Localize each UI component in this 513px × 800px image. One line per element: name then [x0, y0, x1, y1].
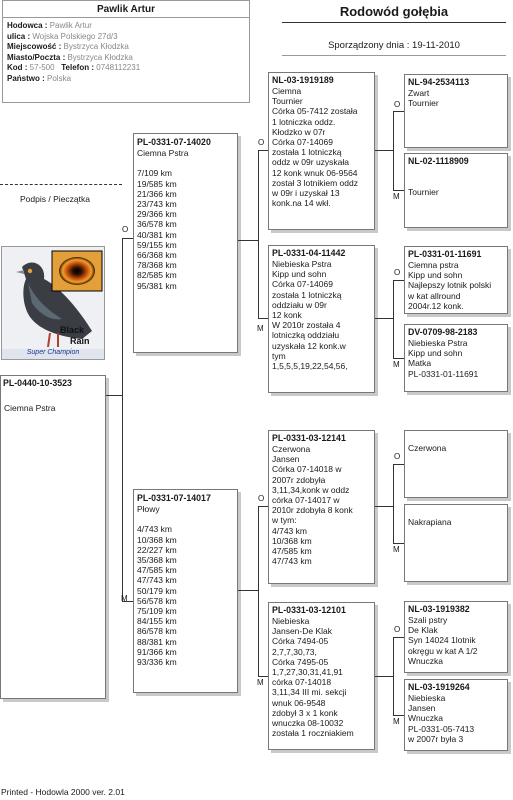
- ggp-fff-box: [404, 74, 508, 148]
- connector: [393, 637, 404, 638]
- photo-caption-2: Rain: [70, 336, 90, 346]
- mother-details: Płowy 4/743 km 10/368 km 22/227 km 35/368 km 47/585 km 47/743 km 50/179 km 56/578 km 75/109 km 84/155 km 86/578 km 88/381 km 91/366 km 93/336 km: [137, 504, 177, 668]
- owner-name: Pawlik Artur: [97, 4, 155, 15]
- father-ring: PL-0331-07-14020: [137, 137, 211, 147]
- connector: [393, 280, 404, 281]
- ggp-mfm-box: [404, 504, 508, 582]
- ggp-mff-box: [404, 430, 508, 498]
- prepared-date: Sporządzony dnia : 19-11-2010: [328, 40, 460, 51]
- sex-marker-male: O: [258, 494, 265, 503]
- sex-marker-female: M: [257, 324, 264, 333]
- ggp-mmm-ring: NL-03-1919264: [408, 682, 470, 692]
- photo-badge: Super Champion: [26, 349, 80, 356]
- owner-row-city: Miasto/Poczta : Bystrzyca Kłodzka: [7, 52, 133, 62]
- connector: [258, 318, 268, 319]
- connector: [122, 238, 133, 239]
- ggp-mmf-details: Szali pstry De Klak Syn 14024 1lotnik okręgu w kat A 1/2 Wnuczka: [408, 615, 478, 666]
- connector: [393, 464, 394, 543]
- connector: [258, 150, 259, 318]
- ggp-fmm-box: [404, 324, 508, 392]
- owner-row-town: Miejscowość : Bystrzyca Kłodzka: [7, 42, 129, 51]
- title-underline: [282, 22, 506, 23]
- sex-marker-female: M: [393, 545, 400, 554]
- grandsire-ff-ring: NL-03-1919189: [272, 75, 334, 85]
- sex-marker-female: M: [257, 678, 264, 687]
- ggp-ffm-ring: NL-02-1118909: [408, 156, 469, 166]
- connector: [393, 358, 404, 359]
- connector: [393, 543, 404, 544]
- ggp-mff-details: Czerwona: [408, 443, 447, 454]
- grandsire-ff-box: [268, 72, 375, 230]
- ggp-mmf-ring: NL-03-1919382: [408, 604, 470, 614]
- grandsire-mf-details: Czerwona Jansen Córka 07-14018 w 2007r zdobyła 3,11,34,konk w oddz córka 07-14017 w 2010r zdobyła 8 konk w tym: 4/743 km 10/368 km 47/585 km 47/743 km: [272, 444, 353, 567]
- father-box: [133, 133, 238, 353]
- ggp-mmm-details: Niebieska Jansen Wnuczka PL-0331-05-7413 w 2007r była 3: [408, 693, 475, 744]
- ggp-fmm-details: Niebieska Pstra Kipp und sohn Matka PL-0331-01-11691: [408, 338, 479, 379]
- connector: [258, 506, 259, 676]
- sex-marker-male: O: [122, 225, 129, 234]
- ggp-ffm-box: [404, 153, 508, 228]
- grandsire-mf-ring: PL-0331-03-12141: [272, 433, 346, 443]
- ggp-fff-details: Zwart Tournier: [408, 88, 439, 109]
- photo-caption-1: Black: [60, 325, 85, 335]
- connector: [393, 464, 404, 465]
- connector: [238, 590, 258, 591]
- sex-marker-female: M: [121, 594, 128, 603]
- connector: [393, 111, 404, 112]
- connector: [375, 318, 393, 319]
- owner-box: [2, 0, 250, 103]
- connector: [122, 238, 123, 602]
- connector: [393, 111, 394, 191]
- ggp-fff-ring: NL-94-2534113: [408, 77, 470, 87]
- granddam-mm-ring: PL-0331-03-12101: [272, 605, 346, 615]
- sex-marker-male: O: [394, 452, 401, 461]
- signature-line: [0, 184, 122, 185]
- ggp-fmf-ring: PL-0331-01-11691: [408, 249, 482, 259]
- granddam-mm-box: [268, 602, 375, 750]
- footer-printed: Printed - Hodowla 2000 ver. 2.01: [1, 787, 125, 797]
- connector: [258, 506, 268, 507]
- connector: [393, 637, 394, 715]
- ggp-fmf-box: [404, 246, 508, 314]
- ggp-ffm-details: Tournier: [408, 187, 439, 198]
- signature-label: Podpis / Pieczątka: [20, 194, 90, 204]
- ggp-fmm-ring: DV-0709-98-2183: [408, 327, 478, 337]
- ggp-mmm-box: [404, 679, 508, 751]
- granddam-mm-details: Niebieska Jansen-De Klak Córka 7494-05 2,7,7,30,73, Córka 7495-05 1,7,27,30,31,41,91 córka 07-14018 3,11,34 III mi. sekcji wnuk 06-9548 zdobył 3 x 1 konk wnuczka 08-10032 została 1 roczniakiem: [272, 616, 354, 739]
- ggp-fmf-details: Ciemna pstra Kipp und sohn Najlepszy lotnik polski w kat allround 2004r.12 konk.: [408, 260, 492, 311]
- connector: [393, 190, 404, 191]
- father-details: Ciemna Pstra 7/109 km 19/585 km 21/366 km 23/743 km 29/366 km 36/578 km 40/381 km 59/155 km 66/368 km 78/368 km 82/585 km 95/381 km: [137, 148, 189, 291]
- owner-row-street: ulica : Wojska Polskiego 27d/3: [7, 31, 118, 41]
- granddam-fm-details: Niebieska Pstra Kipp und sohn Córka 07-14069 została 1 lotniczką oddziału w 09r 12 konk W 2010r została 4 lotniczką oddziału uzyskała 12 konk.w tym 1,5,5,5,19,22,54,56,: [272, 259, 348, 372]
- pigeon-photo: [1, 246, 105, 360]
- connector: [238, 240, 258, 241]
- connector: [375, 150, 393, 151]
- granddam-fm-box: [268, 245, 375, 393]
- connector: [393, 715, 404, 716]
- sex-marker-female: M: [393, 360, 400, 369]
- sex-marker-male: O: [394, 625, 401, 634]
- subject-box: [0, 375, 106, 699]
- page-title: Rodowód gołębia: [339, 4, 449, 19]
- granddam-fm-ring: PL-0331-04-11442: [272, 248, 346, 258]
- connector: [258, 150, 268, 151]
- connector: [258, 676, 268, 677]
- mother-ring: PL-0331-07-14017: [137, 493, 211, 503]
- connector: [375, 676, 393, 677]
- owner-row-zip: Kod : 57-500 Telefon : 0748112231: [7, 63, 141, 72]
- ggp-mfm-details: Nakrapiana: [408, 517, 452, 528]
- sex-marker-female: M: [393, 717, 400, 726]
- grandsire-ff-details: Ciemna Tournier Córka 05-7412 została 1 lotniczka oddz. Kłodzko w 07r Córka 07-14069 została 1 lotniczką oddz w 09r uzyskała 12 konk wnuk 06-9564 został 3 lotnikiem oddz w 09r i uzyskał 13 konk.na 14 wkł.: [272, 86, 358, 209]
- ggp-mmf-box: [404, 601, 508, 673]
- sex-marker-male: O: [394, 268, 401, 277]
- sex-marker-male: O: [258, 138, 265, 147]
- sex-marker-female: M: [393, 192, 400, 201]
- connector: [375, 506, 393, 507]
- mother-box: [133, 489, 238, 693]
- connector: [393, 280, 394, 358]
- owner-row-breeder: Hodowca : Pawlik Artur: [7, 21, 92, 30]
- subject-color: Ciemna Pstra: [4, 403, 56, 413]
- subject-ring: PL-0440-10-3523: [3, 378, 72, 388]
- owner-row-country: Państwo : Polska: [7, 73, 72, 83]
- grandsire-mf-box: [268, 430, 375, 584]
- sex-marker-male: O: [394, 100, 401, 109]
- connector: [106, 395, 122, 396]
